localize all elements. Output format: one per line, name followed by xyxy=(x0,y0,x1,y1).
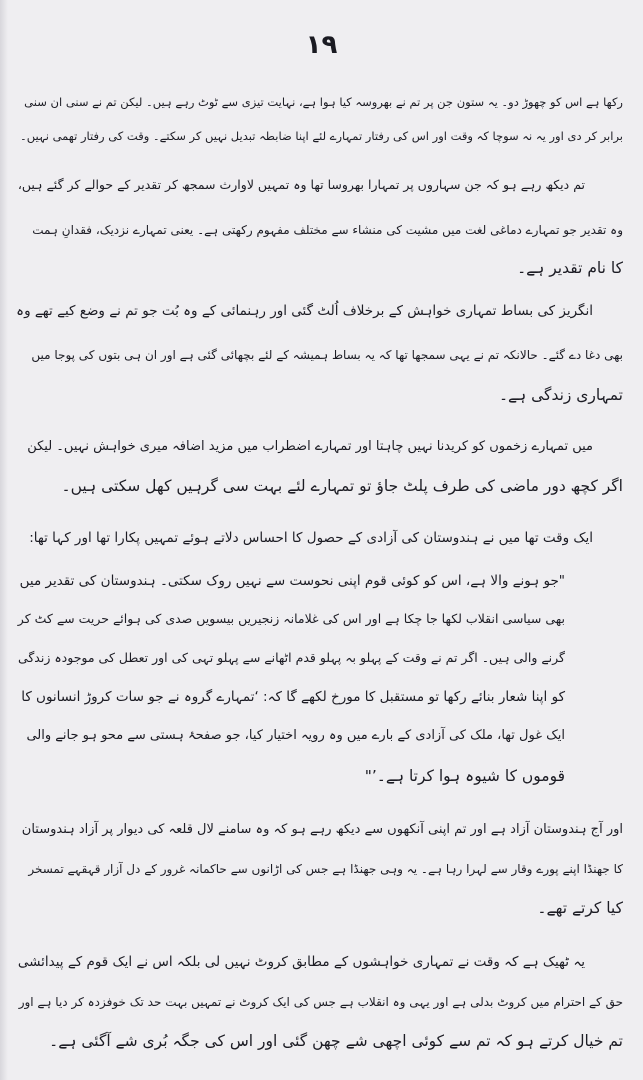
quote-line: بھی سیاسی انقلاب لکھا جا چکا ہے اور اس کی غلامانہ زنجیریں بیسویں صدی کی ہوائے حریت سے کٹ کر xyxy=(17,611,565,626)
text-line: تمہاری زندگی ہے۔ xyxy=(498,386,623,404)
quote-line: ایک غول تھا، ملک کی آزادی کے بارے میں وہ رویہ اختیار کیا، جو صفحۂ ہستی سے محو ہو جانے والی xyxy=(26,728,565,743)
text-line: یہ ٹھیک ہے کہ وقت نے تمہاری خواہشوں کے مطابق کروٹ نہیں لی بلکہ اس نے ایک قوم کے پیدائشی xyxy=(17,954,585,970)
quote-line: "جو ہونے والا ہے، اس کو کوئی قوم اپنی نحوست سے نہیں روک سکتی۔ ہندوستان کی تقدیر میں xyxy=(19,573,565,589)
text-line: انگریز کی بساط تمہاری خواہش کے برخلاف اُلٹ گئی اور رہنمائی کے وہ بُت جو تم نے وضع کیے تھے وہ xyxy=(16,303,593,319)
quote-line: قوموں کا شیوہ ہوا کرتا ہے۔’" xyxy=(364,767,565,785)
page-edge-shadow xyxy=(0,0,8,1080)
quote-line: گرنے والی ہیں۔ اگر تم نے وقت کے پہلو بہ پہلو قدم اٹھانے سے پہلو تہی کی اور تعطل کی موجودہ زندگی xyxy=(17,650,565,665)
text-line: تم دیکھ رہے ہو کہ جن سہاروں پر تمہارا بھروسا تھا وہ تمہیں لاوارث سمجھ کر تقدیر کے حوالے کر گئے ہیں، xyxy=(17,177,585,192)
text-line: وہ تقدیر جو تمہارے دماغی لغت میں مشیت کی منشاء سے مختلف مفہوم رکھتی ہے۔ یعنی تمہارے نزدیک، فقدانِ ہمت xyxy=(32,223,623,237)
text-line: تم خیال کرتے ہو کہ تم سے کوئی اچھی شے چھن گئی اور اس کی جگہ بُری شے آگئی ہے۔ xyxy=(49,1032,623,1050)
quote-line: کو اپنا شعار بنائے رکھا تو مستقبل کا مورخ لکھے گا کہ: ‘تمہارے گروہ نے جو سات کروڑ انسانوں کا xyxy=(21,689,565,705)
text-line: ایک وقت تھا میں نے ہندوستان کی آزادی کے حصول کا احساس دلاتے ہوئے تمہیں پکارا تھا اور کہا تھا: xyxy=(29,530,593,546)
text-line: رکھا ہے اس کو چھوڑ دو۔ یہ ستون جن پر تم نے بھروسہ کیا ہوا ہے، نہایت تیزی سے ٹوٹ رہے ہیں۔ لیکن تم نے سنی ان سنی xyxy=(24,95,623,109)
text-line: میں تمہارے زخموں کو کریدنا نہیں چاہتا اور تمہارے اضطراب میں مزید اضافہ میری خواہش نہیں۔ لیکن xyxy=(27,439,593,454)
text-line: بھی دغا دے گئے۔ حالانکہ تم نے یہی سمجھا تھا کہ یہ بساط ہمیشہ کے لئے بچھائی گئی ہے اور ان ہی بتوں کی پوجا میں xyxy=(31,348,623,362)
text-line: حق کے احترام میں کروٹ بدلی ہے اور یہی وہ انقلاب ہے جس کی ایک کروٹ نے تمہیں بہت حد تک خوفزدہ کر دیا ہے اور xyxy=(18,995,623,1009)
text-line: برابر کر دی اور یہ نہ سوچا کہ وقت اور اس کی رفتار تمہارے لئے اپنا ضابطہ تبدیل نہیں کر سکتے۔ وقت کی رفتار تھمی نہیں۔ xyxy=(20,129,623,143)
text-line: کیا کرتے تھے۔ xyxy=(537,899,623,917)
text-line: اور آج ہندوستان آزاد ہے اور تم اپنی آنکھوں سے دیکھ رہے ہو کہ وہ سامنے لال قلعہ کی دیوار پر آزاد ہندوستان xyxy=(21,822,623,837)
text-line: کا نام تقدیر ہے۔ xyxy=(517,259,623,277)
page-number: ۱۹ xyxy=(305,30,338,60)
text-line: کا جھنڈا اپنے پورے وقار سے لہرا رہا ہے۔ یہ وہی جھنڈا ہے جس کی اڑانوں سے حاکمانہ غرور کے دل آزار قہقہے تمسخر xyxy=(28,862,623,876)
text-line: اگر کچھ دور ماضی کی طرف پلٹ جاؤ تو تمہارے لئے بہت سی گرہیں کھل سکتی ہیں۔ xyxy=(61,477,623,495)
